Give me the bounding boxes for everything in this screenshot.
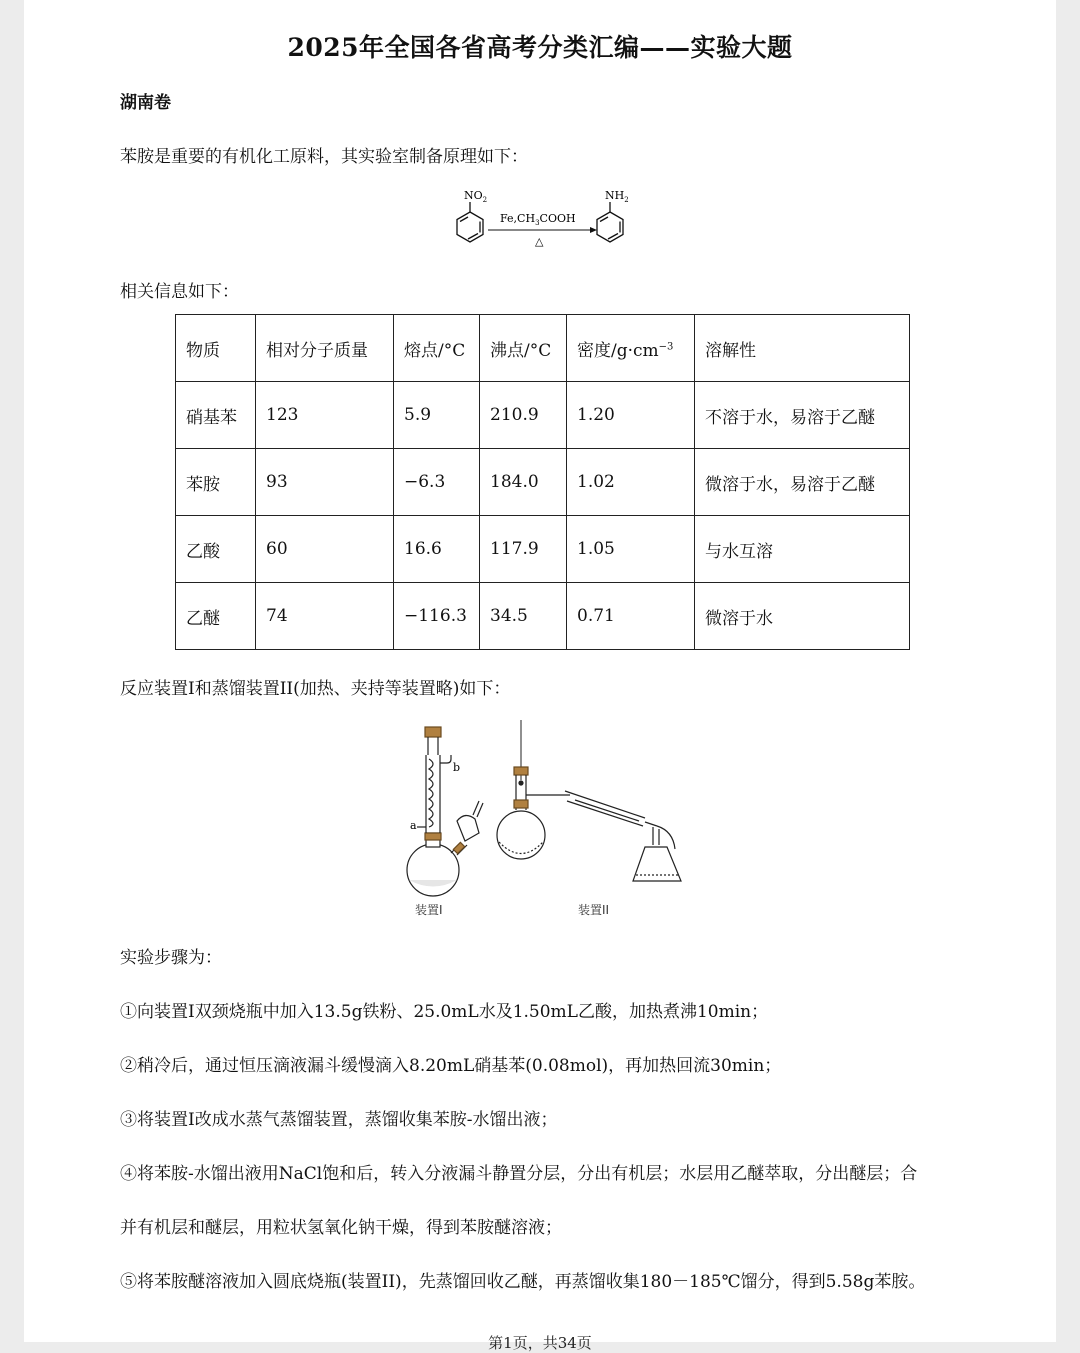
- properties-table: [175, 314, 910, 650]
- table-cell: 不溶于水，易溶于乙醚: [695, 382, 910, 449]
- table-cell: 184.0: [480, 449, 567, 516]
- reaction-scheme: [440, 182, 640, 254]
- table-cell: 210.9: [480, 382, 567, 449]
- step-4-continued: 并有机层和醚层，用粒状氢氧化钠干燥，得到苯胺醚溶液；: [120, 1218, 562, 1238]
- table-row: [176, 583, 910, 650]
- page-title: 2025年全国各省高考分类汇编——实验大题: [287, 33, 793, 62]
- apparatus-diagram: [395, 715, 690, 925]
- header-cell: 沸点/°C: [480, 315, 567, 382]
- info-label: 相关信息如下：: [120, 282, 239, 302]
- table-cell: 1.20: [567, 382, 695, 449]
- table-cell: 1.05: [567, 516, 695, 583]
- table-cell: 0.71: [567, 583, 695, 650]
- label-b: b: [453, 761, 461, 774]
- steps-label: 实验步骤为：: [120, 948, 222, 968]
- heat-symbol: △: [535, 235, 544, 248]
- table-row: [176, 382, 910, 449]
- table-cell: 微溶于水: [695, 583, 910, 650]
- header-cell: 物质: [176, 315, 256, 382]
- reagents-label: $Fe,CH_3COOH$: [500, 212, 576, 227]
- apparatus-1: [407, 727, 483, 896]
- intro-text: 苯胺是重要的有机化工原料，其实验室制备原理如下：: [120, 147, 528, 167]
- table-cell: 硝基苯: [176, 382, 256, 449]
- step-1: ①向装置I双颈烧瓶中加入13.5g铁粉、25.0mL水及1.50mL乙酸，加热煮沸10min；: [120, 1002, 769, 1022]
- table-cell: −116.3: [394, 583, 480, 650]
- table-row: [176, 449, 910, 516]
- table-cell: 16.6: [394, 516, 480, 583]
- header-cell: 相对分子质量: [256, 315, 394, 382]
- caption-apparatus-1: 装置I: [415, 903, 443, 917]
- page-footer: 第1页，共34页: [488, 1334, 592, 1352]
- table-cell: 与水互溶: [695, 516, 910, 583]
- table-cell: −6.3: [394, 449, 480, 516]
- step-5: ⑤将苯胺醚溶液加入圆底烧瓶(装置II)，先蒸馏回收乙醚，再蒸馏收集180－185℃馏分，得到5.58g苯胺。: [120, 1272, 926, 1292]
- aniline-structure: [597, 202, 623, 242]
- table-cell: 60: [256, 516, 394, 583]
- step-4: ④将苯胺-水馏出液用NaCl饱和后，转入分液漏斗静置分层，分出有机层；水层用乙醚萃取，分出醚层；合: [120, 1164, 918, 1184]
- header-cell: 密度$/g\cdot cm^{-3}$: [567, 315, 695, 382]
- table-header-row: [176, 315, 910, 382]
- nitrobenzene-structure: [457, 202, 483, 242]
- table-cell: 74: [256, 583, 394, 650]
- table-cell: 乙醚: [176, 583, 256, 650]
- label-a: a: [410, 819, 417, 832]
- step-3: ③将装置I改成水蒸气蒸馏装置，蒸馏收集苯胺-水馏出液；: [120, 1110, 558, 1130]
- nitro-group-label: $NO_2$: [464, 189, 488, 204]
- table-cell: 乙酸: [176, 516, 256, 583]
- table-cell: 1.02: [567, 449, 695, 516]
- table-row: [176, 516, 910, 583]
- header-cell: 溶解性: [695, 315, 910, 382]
- header-cell: 熔点/°C: [394, 315, 480, 382]
- amino-group-label: $NH_2$: [605, 189, 629, 204]
- table-cell: 34.5: [480, 583, 567, 650]
- table-cell: 93: [256, 449, 394, 516]
- section-heading: 湖南卷: [120, 93, 171, 113]
- apparatus-text: 反应装置I和蒸馏装置II(加热、夹持等装置略)如下：: [120, 679, 511, 699]
- apparatus-2: [497, 720, 681, 881]
- table-cell: 117.9: [480, 516, 567, 583]
- caption-apparatus-2: 装置II: [578, 903, 610, 917]
- table-cell: 123: [256, 382, 394, 449]
- table-cell: 苯胺: [176, 449, 256, 516]
- step-2: ②稍冷后，通过恒压滴液漏斗缓慢滴入8.20mL硝基苯(0.08mol)，再加热回流30min；: [120, 1056, 782, 1076]
- table-cell: 5.9: [394, 382, 480, 449]
- table-cell: 微溶于水，易溶于乙醚: [695, 449, 910, 516]
